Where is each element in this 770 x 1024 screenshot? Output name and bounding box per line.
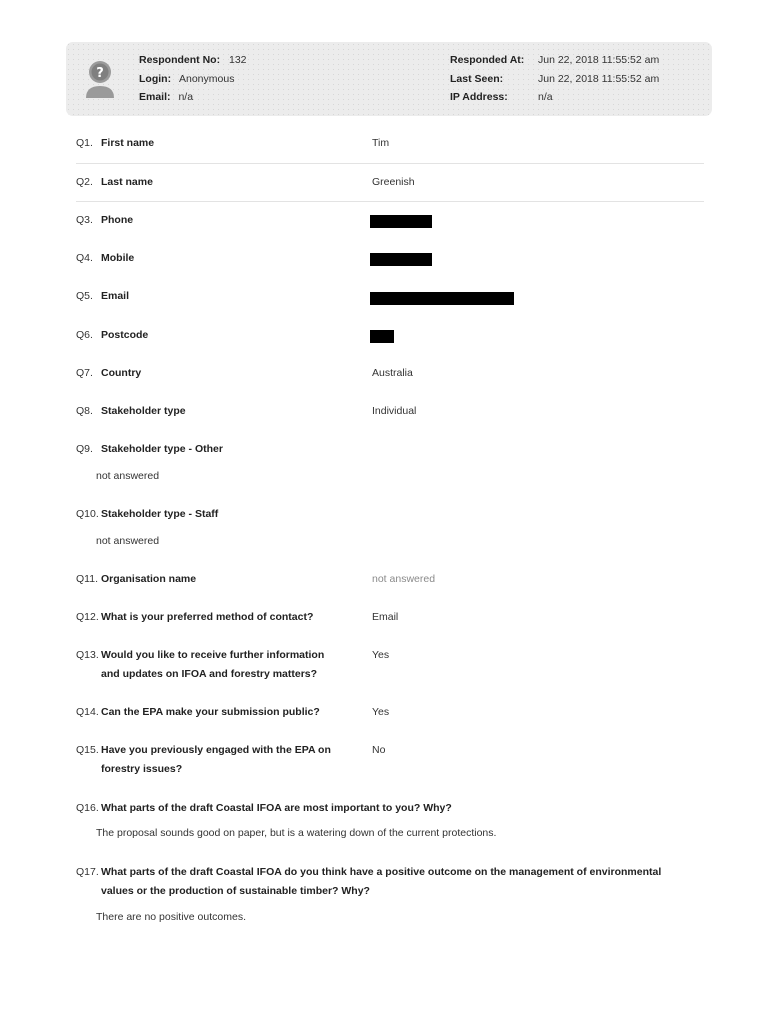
question-number: Q14.: [76, 706, 99, 718]
respondent-number-row: [139, 54, 247, 66]
question-number: Q3.: [76, 214, 93, 226]
question-number: Q15.: [76, 744, 99, 756]
answer-text: not answered: [96, 470, 160, 482]
question-text-line1: What parts of the draft Coastal IFOA do you think have a positive outcome on the management of environmental: [101, 866, 662, 878]
answer-text: Email: [372, 611, 399, 623]
redacted-mobile: [370, 253, 432, 266]
answer-text: Tim: [372, 137, 390, 149]
question-number: Q16.: [76, 802, 99, 814]
last-seen-value: Jun 22, 2018 11:55:52 am: [538, 73, 660, 85]
question-number: Q7.: [76, 367, 93, 379]
question-text: First name: [101, 137, 155, 149]
question-text: Stakeholder type - Other: [101, 443, 223, 455]
ip-address-value: n/a: [538, 91, 553, 103]
question-number: Q10.: [76, 508, 99, 520]
answer-text: not answered: [372, 573, 436, 585]
question-text-line2: and updates on IFOA and forestry matters?: [101, 668, 318, 680]
answer-text: There are no positive outcomes.: [96, 911, 246, 923]
ip-address-value-wrap: [538, 91, 553, 103]
question-number: Q11.: [76, 573, 98, 585]
login-label: Login:: [139, 73, 172, 85]
question-text-line1: Would you like to receive further information: [101, 649, 325, 661]
responded-at-value: Jun 22, 2018 11:55:52 am: [538, 54, 660, 66]
question-number: Q17.: [76, 866, 99, 878]
responded-at-label-wrap: [450, 54, 524, 66]
answer-text: The proposal sounds good on paper, but is a watering down of the current protections.: [96, 827, 497, 839]
question-number: Q2.: [76, 176, 93, 188]
anonymous-user-icon: [82, 58, 118, 100]
question-text: Postcode: [101, 329, 149, 341]
answer-text: Greenish: [372, 176, 415, 188]
divider: [76, 201, 704, 202]
last-seen-label: Last Seen:: [450, 73, 504, 85]
login-value: Anonymous: [179, 73, 235, 85]
question-text-line2: forestry issues?: [101, 763, 183, 775]
redacted-postcode: [370, 330, 394, 343]
answer-text: Australia: [372, 367, 413, 379]
ip-address-label: IP Address:: [450, 91, 508, 103]
question-text: Phone: [101, 214, 134, 226]
respondent-value: 132: [229, 54, 247, 66]
redacted-phone: [370, 215, 432, 228]
question-text-line1: Have you previously engaged with the EPA on: [101, 744, 331, 756]
answer-text: not answered: [96, 535, 160, 547]
question-text: Last name: [101, 176, 153, 188]
responded-at-value-wrap: [538, 54, 659, 66]
responded-at-label: Responded At:: [450, 54, 525, 66]
question-number: Q6.: [76, 329, 93, 341]
question-number: Q13.: [76, 649, 99, 661]
question-text: Organisation name: [101, 573, 197, 585]
question-number: Q9.: [76, 443, 93, 455]
answer-text: Yes: [372, 706, 390, 718]
question-text-line2: values or the production of sustainable timber? Why?: [101, 885, 370, 897]
question-number: Q4.: [76, 252, 93, 264]
question-number: Q8.: [76, 405, 93, 417]
question-text: Country: [101, 367, 142, 379]
email-label: Email:: [139, 91, 171, 103]
answer-text: No: [372, 744, 386, 756]
email-row: [139, 91, 193, 103]
question-text: Mobile: [101, 252, 135, 264]
answer-text: Individual: [372, 405, 417, 417]
svg-text:?: ?: [96, 66, 104, 81]
question-text: Stakeholder type: [101, 405, 186, 417]
redacted-email: [370, 292, 514, 305]
divider: [76, 163, 704, 164]
email-value: n/a: [178, 91, 194, 103]
question-text: Email: [101, 290, 130, 302]
last-seen-value-wrap: [538, 73, 659, 85]
ip-address-label-wrap: [450, 91, 508, 103]
login-row: [139, 73, 234, 85]
question-number: Q12.: [76, 611, 99, 623]
last-seen-label-wrap: [450, 73, 503, 85]
answer-text: Yes: [372, 649, 390, 661]
question-text: Stakeholder type - Staff: [101, 508, 219, 520]
question-text: What is your preferred method of contact?: [101, 611, 314, 623]
question-text: Can the EPA make your submission public?: [101, 706, 320, 718]
respondent-label: Respondent No:: [139, 54, 221, 66]
question-number: Q1.: [76, 137, 93, 149]
question-text: What parts of the draft Coastal IFOA are most important to you? Why?: [101, 802, 452, 814]
question-number: Q5.: [76, 290, 93, 302]
